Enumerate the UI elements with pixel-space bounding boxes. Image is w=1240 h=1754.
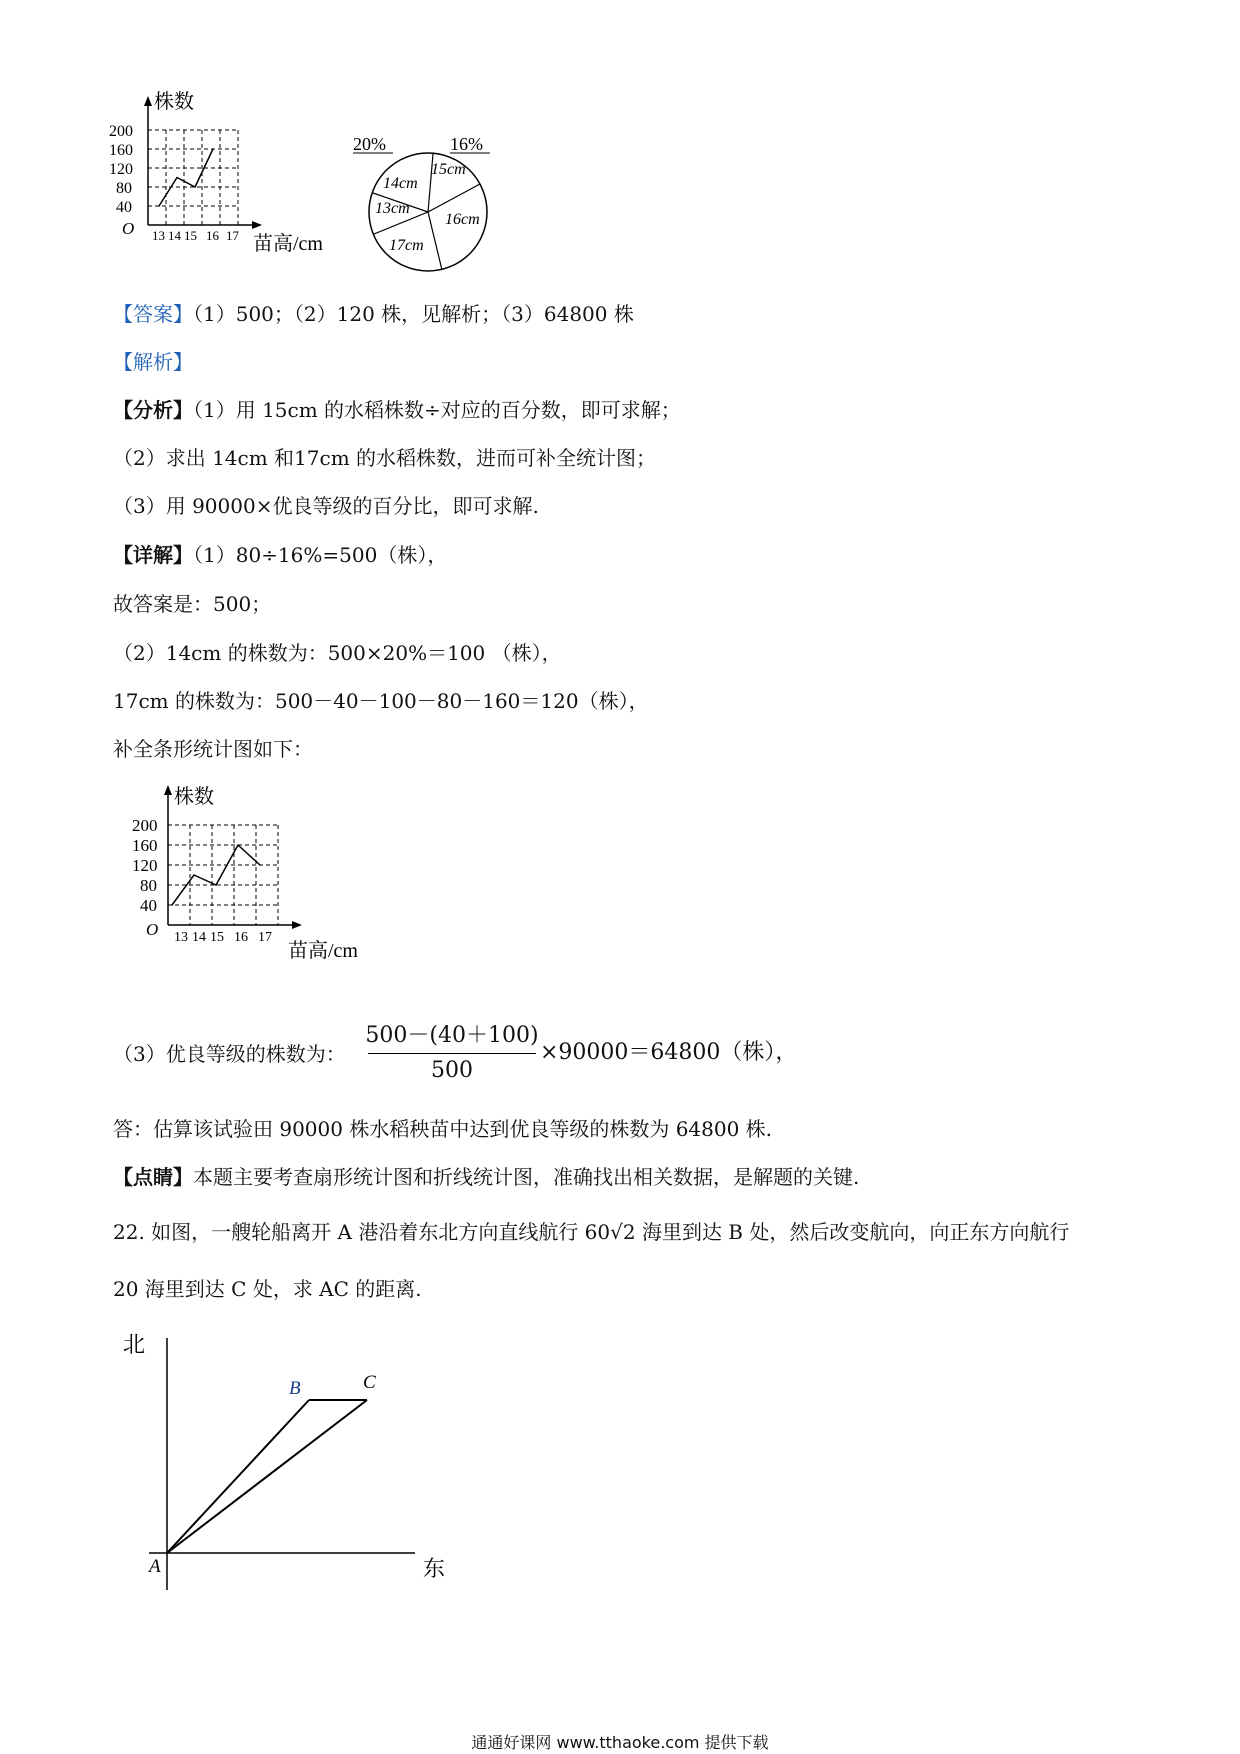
fenxi-line-2: （2）求出 14cm 和17cm 的水稻株数，进而可补全统计图；	[113, 446, 657, 470]
chart-1-point	[212, 148, 214, 150]
chart-1-point	[194, 186, 196, 188]
answer-is-line: 故答案是：500；	[113, 592, 272, 616]
line-chart-2	[128, 775, 388, 975]
q22-line-1: 22. 如图，一艘轮船离开 A 港沿着东北方向直线航行 60√2 海里到达 B 处，然后改变航向，向正东方向航行	[113, 1220, 1070, 1244]
complete-chart-line: 补全条形统计图如下：	[113, 737, 313, 761]
analysis-tag: 【解析】	[113, 350, 193, 374]
xiangjie-text-1: （1）80÷16%=500（株），	[193, 543, 448, 567]
navigation-diagram	[115, 1328, 475, 1608]
chart-1-grid	[148, 130, 238, 225]
chart-1-xtick: 17	[226, 228, 239, 243]
chart-1-ylabel: 株数	[154, 91, 194, 113]
step3-suffix: ×90000＝64800（株），	[540, 1040, 798, 1065]
pie-chart	[345, 128, 500, 276]
chart-2-ytick: 40	[140, 896, 157, 915]
step2-a-line: （2）14cm 的株数为：500×20%＝100 （株），	[113, 641, 562, 665]
point-C-label: C	[363, 1372, 376, 1393]
chart-1-xtick: 13	[152, 228, 165, 243]
line-chart-1	[108, 88, 348, 278]
chart-1-ytick: 40	[116, 199, 132, 216]
chart-1-point	[158, 205, 160, 207]
dianjing-line	[113, 1163, 859, 1191]
answer-body: （1）500；（2）120 株，见解析；（3）64800 株	[193, 302, 634, 326]
pie-slice-line	[428, 212, 442, 270]
chart-1-xtick: 15	[184, 228, 197, 243]
q22-line-2: 20 海里到达 C 处，求 AC 的距离.	[113, 1277, 422, 1301]
chart-2-grid	[168, 825, 278, 925]
chart-2-segment	[194, 875, 216, 885]
chart-2-point	[259, 864, 261, 866]
fenxi-tag: 【分析】	[113, 398, 193, 422]
chart-1-origin: O	[122, 219, 135, 238]
chart-2-xtick: 16	[234, 930, 248, 945]
answer-tag: 【答案】	[113, 302, 193, 326]
pie-slice-line	[428, 184, 480, 212]
north-label: 北	[123, 1332, 146, 1357]
chart-2-xlabel: 苗高/cm	[288, 940, 358, 962]
answer-line	[113, 300, 634, 328]
xiangjie-line-1	[113, 541, 447, 569]
fraction-bar	[368, 1053, 536, 1054]
pie-label-14cm: 14cm	[383, 175, 418, 192]
chart-2-point	[171, 904, 173, 906]
chart-2-point	[193, 874, 195, 876]
chart-2-ytick: 120	[132, 856, 158, 875]
chart-2-xtick: 17	[258, 930, 272, 945]
segment-AC	[167, 1400, 367, 1553]
chart-2-xtick: 13	[174, 930, 188, 945]
chart-2-ylabel: 株数	[174, 786, 214, 808]
chart-2-ytick: 200	[132, 816, 158, 835]
fenxi-line-1	[113, 396, 681, 424]
chart-2-segment	[238, 845, 260, 865]
chart-2-xtick: 14	[192, 930, 206, 945]
pie-label-16cm: 16cm	[445, 211, 480, 228]
pie-label-15cm: 15cm	[431, 161, 466, 178]
footer: 通通好课网 www.tthaoke.com 提供下载	[471, 1733, 769, 1752]
step3-denominator: 500	[431, 1058, 473, 1083]
chart-2-point	[215, 884, 217, 886]
chart-2-ytick: 80	[140, 876, 157, 895]
east-label: 东	[423, 1556, 446, 1581]
chart-1-xtick: 16	[206, 228, 219, 243]
fenxi-line-3: （3）用 90000×优良等级的百分比，即可求解.	[113, 494, 539, 518]
pie-label-17cm: 17cm	[389, 237, 424, 254]
segment-AB	[167, 1400, 309, 1553]
step3-numerator: 500－(40＋100)	[365, 1023, 539, 1048]
chart-2-segment	[172, 875, 194, 905]
fenxi-text-1: （1）用 15cm 的水稻株数÷对应的百分数，即可求解；	[193, 398, 681, 422]
chart-1-ytick: 120	[109, 161, 133, 178]
chart-1-xtick: 14	[168, 228, 181, 243]
chart-2-origin: O	[146, 920, 159, 939]
xiangjie-tag: 【详解】	[113, 543, 193, 567]
point-B-label: B	[289, 1378, 301, 1399]
chart-1-point	[176, 177, 178, 179]
chart-1-segment	[177, 178, 195, 188]
chart-1-ytick: 80	[116, 180, 132, 197]
chart-2-xtick: 15	[210, 930, 224, 945]
dianjing-tag: 【点睛】	[113, 1165, 193, 1189]
chart-2-ytick: 160	[132, 836, 158, 855]
dianjing-body: 本题主要考查扇形统计图和折线统计图，准确找出相关数据，是解题的关键.	[193, 1165, 860, 1189]
chart-1-ytick: 160	[109, 142, 133, 159]
chart-1-xlabel: 苗高/cm	[253, 233, 323, 255]
chart-2-point	[237, 844, 239, 846]
chart-1-ytick: 200	[109, 123, 133, 140]
pie-label-13cm: 13cm	[375, 200, 410, 217]
step2-b-line: 17cm 的株数为：500－40－100－80－160＝120（株），	[113, 689, 649, 713]
reply-line: 答：估算该试验田 90000 株水稻秧苗中达到优良等级的株数为 64800 株.	[113, 1117, 773, 1141]
chart-1-segment	[159, 178, 177, 207]
pie-pct-left: 20%	[353, 134, 386, 154]
pie-pct-right: 16%	[450, 134, 483, 154]
step3-prefix: （3）优良等级的株数为：	[113, 1042, 346, 1066]
point-A-label: A	[149, 1556, 161, 1577]
